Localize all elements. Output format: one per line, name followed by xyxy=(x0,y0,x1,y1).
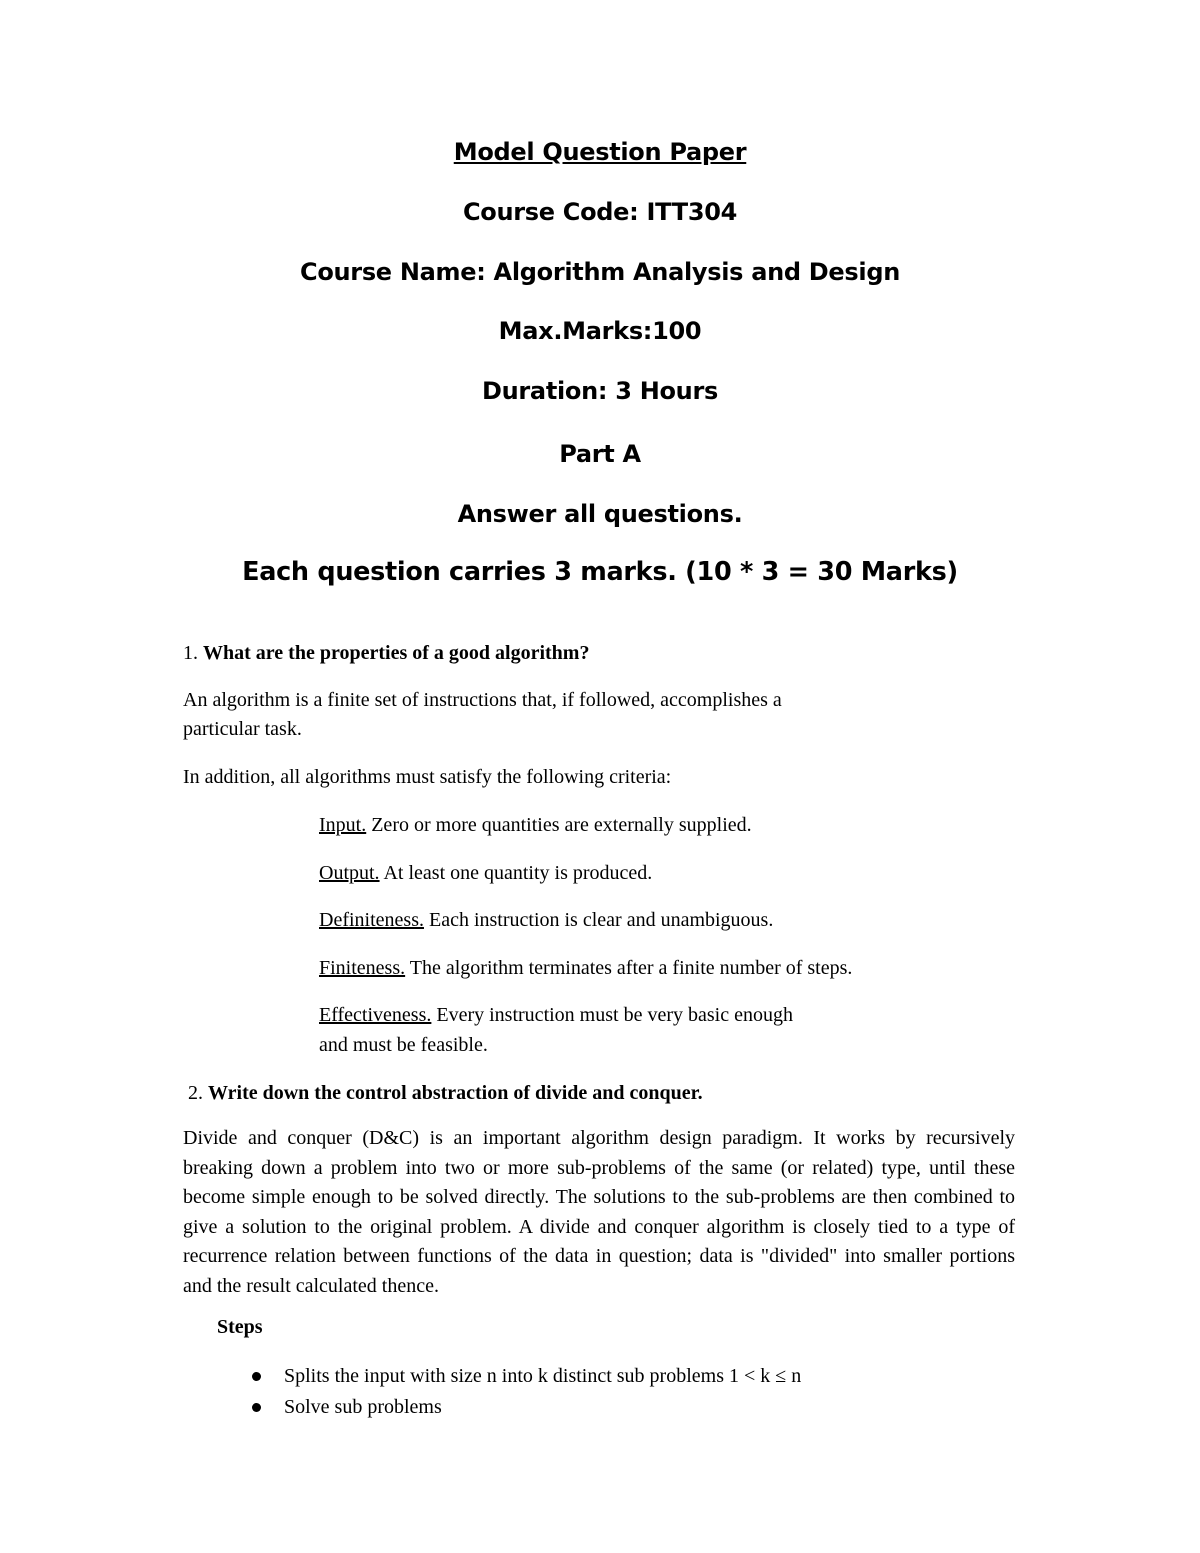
criterion-text: The algorithm terminates after a finite number of steps. xyxy=(409,957,853,979)
definition-line-1: An algorithm is a finite set of instructions that, if followed, accomplishes a xyxy=(183,689,782,711)
criterion-definiteness xyxy=(319,906,773,935)
criterion-term: Effectiveness. xyxy=(319,1004,432,1026)
criterion-text: At least one quantity is produced. xyxy=(383,862,653,884)
criterion-input xyxy=(319,811,752,840)
course-code: Course Code: ITT304 xyxy=(462,198,738,226)
question-2 xyxy=(188,1079,703,1108)
instruction: Answer all questions. xyxy=(457,500,743,528)
bullet-icon xyxy=(252,1372,261,1381)
step-text: Splits the input with size n into k distinct sub problems 1 < k ≤ n xyxy=(284,1365,802,1387)
criterion-term: Finiteness. xyxy=(319,957,406,979)
criterion-effectiveness-cont: and must be feasible. xyxy=(319,1034,488,1056)
question-text: What are the properties of a good algorithm? xyxy=(203,642,590,664)
steps-list xyxy=(250,1361,801,1423)
criterion-term: Definiteness. xyxy=(319,909,424,931)
criterion-text: Every instruction must be very basic enough xyxy=(436,1004,793,1026)
dc-paragraph: Divide and conquer (D&C) is an important algorithm design paradigm. It works by recursively breaking down a problem into two or more sub-problems of the same (or related) type, until these become simple enough to be solved directly. The solutions to the sub-problems are then combined to give a solution to the original problem. A divide and conquer algorithm is closely tied to a type of recurrence relation between functions of the data in question; data is "divided" into smaller portions and the result calculated thence. xyxy=(183,1127,1015,1297)
question-number: 2. xyxy=(188,1082,203,1104)
course-name: Course Name: Algorithm Analysis and Design xyxy=(300,258,900,286)
criterion-output xyxy=(319,859,652,888)
criteria-intro: In addition, all algorithms must satisfy the following criteria: xyxy=(183,766,672,788)
marks-note: Each question carries 3 marks. (10 * 3 = 30 Marks) xyxy=(242,557,958,587)
step-text: Solve sub problems xyxy=(284,1396,442,1418)
steps-heading: Steps xyxy=(217,1316,263,1338)
criterion-finiteness xyxy=(319,954,852,983)
question-1 xyxy=(183,639,589,668)
criterion-term: Output. xyxy=(319,862,380,884)
question-text: Write down the control abstraction of divide and conquer. xyxy=(208,1082,703,1104)
criterion-term: Input. xyxy=(319,814,367,836)
duration: Duration: 3 Hours xyxy=(481,377,718,405)
list-item xyxy=(250,1392,801,1423)
criterion-text: Each instruction is clear and unambiguous. xyxy=(428,909,774,931)
criterion-effectiveness xyxy=(319,1001,793,1030)
criterion-text: Zero or more quantities are externally supplied. xyxy=(371,814,752,836)
paper-title: Model Question Paper xyxy=(453,138,747,166)
list-item xyxy=(250,1361,801,1392)
bullet-icon xyxy=(252,1403,261,1412)
max-marks: Max.Marks:100 xyxy=(498,317,702,345)
question-number: 1. xyxy=(183,642,198,664)
part-heading: Part A xyxy=(559,440,641,468)
definition-line-2: particular task. xyxy=(183,718,302,740)
